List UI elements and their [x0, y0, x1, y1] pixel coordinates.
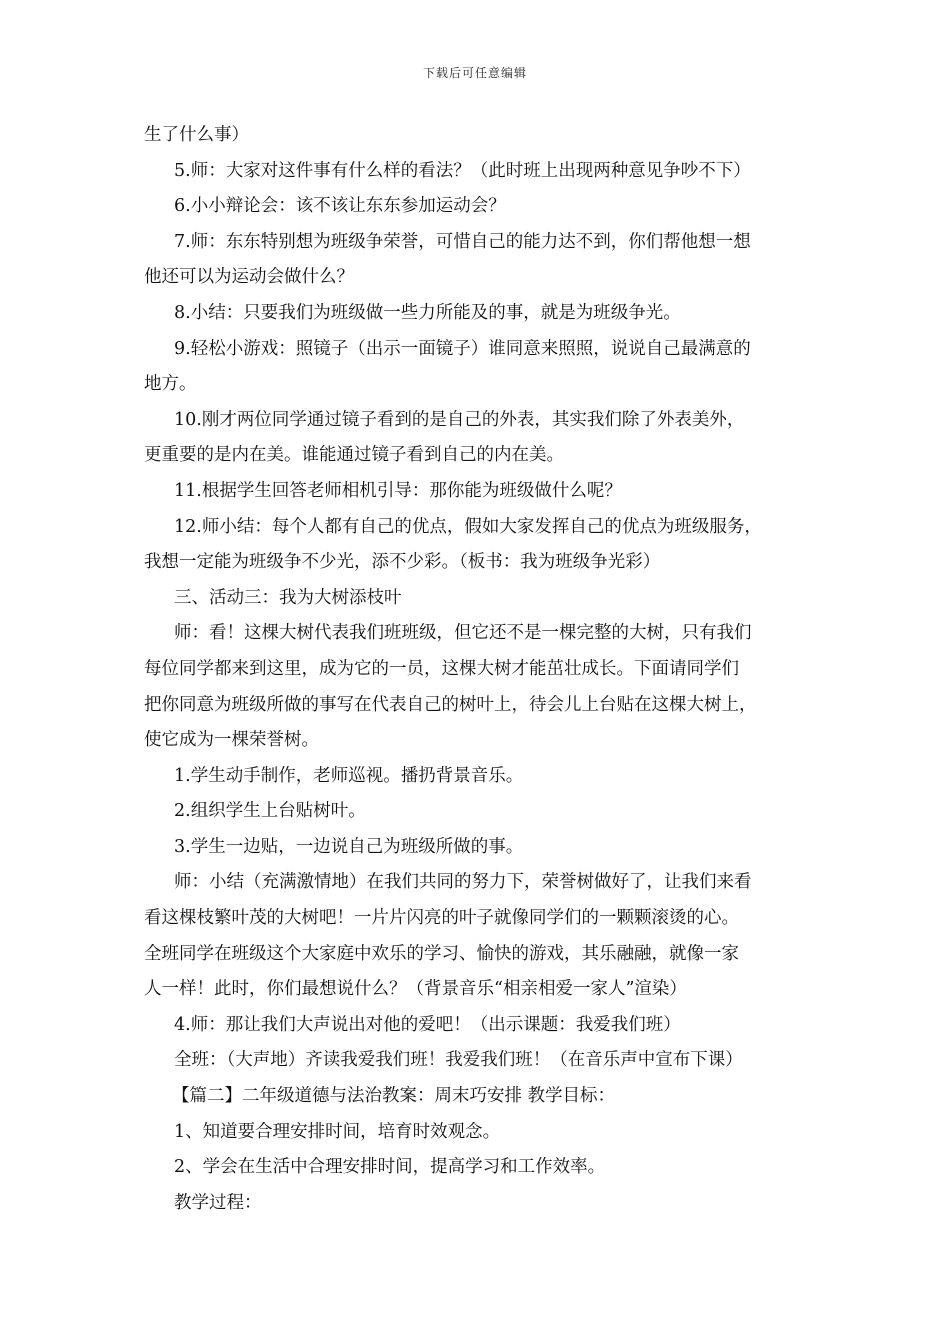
- section-heading: 三、活动三：我为大树添枝叶: [174, 587, 402, 608]
- text-line: 10.刚才两位同学通过镜子看到的是自己的外表，其实我们除了外表美外，: [174, 409, 745, 430]
- text-line: 教学过程：: [174, 1192, 262, 1213]
- text-line: 师：小结（充满激情地）在我们共同的努力下，荣誉树做好了，让我们来看: [174, 872, 752, 893]
- text-line: 9.轻松小游戏：照镜子（出示一面镜子）谁同意来照照，说说自己最满意的: [174, 338, 751, 359]
- text-line: 师：看！这棵大树代表我们班班级，但它还不是一棵完整的大树，只有我们: [174, 623, 752, 644]
- text-line: 地方。: [144, 374, 197, 395]
- text-line: 4.师：那让我们大声说出对他的爱吧！（出示课题：我爱我们班）: [174, 1014, 681, 1035]
- text-line: 3.学生一边贴，一边说自己为班级所做的事。: [174, 836, 524, 857]
- text-line: 全班：（大声地）齐读我爱我们班！我爱我们班！（在音乐声中宣布下课）: [174, 1050, 743, 1071]
- text-line: 他还可以为运动会做什么？: [144, 267, 354, 288]
- text-line: 看这棵枝繁叶茂的大树吧！一片片闪亮的叶子就像同学们的一颗颗滚烫的心。: [144, 908, 739, 929]
- document-body: [144, 118, 816, 1221]
- text-line: 1.学生动手制作，老师巡视。播扔背景音乐。: [174, 765, 524, 786]
- text-line: 每位同学都来到这里，成为它的一员，这棵大树才能茁壮成长。下面请同学们: [144, 658, 739, 679]
- text-line: 人一样！此时，你们最想说什么？（背景音乐“相亲相爱一家人”渲染）: [144, 979, 687, 1000]
- text-line: 12.师小结：每个人都有自己的优点，假如大家发挥自己的优点为班级服务，: [174, 516, 762, 537]
- text-line: 使它成为一棵荣誉树。: [144, 730, 319, 751]
- section-heading: 【篇二】二年级道德与法治教案：周末巧安排 教学目标：: [172, 1086, 616, 1107]
- text-line: 2.组织学生上台贴树叶。: [174, 801, 366, 822]
- text-line: 我想一定能为班级争不少光，添不少彩。（板书：我为班级争光彩）: [144, 552, 661, 573]
- text-line: 1、知道要合理安排时间，培育时效观念。: [174, 1121, 501, 1142]
- text-line: 11.根据学生回答老师相机引导：那你能为班级做什么呢？: [174, 480, 622, 501]
- text-line: 全班同学在班级这个大家庭中欢乐的学习、愉快的游戏，其乐融融，就像一家: [144, 943, 739, 964]
- text-line: 生了什么事）: [144, 125, 249, 145]
- page-header: 下载后可任意编辑: [422, 66, 527, 80]
- text-line: 5.师：大家对这件事有什么样的看法？（此时班上出现两种意见争吵不下）: [174, 160, 751, 181]
- text-line: 2、学会在生活中合理安排时间，提高学习和工作效率。: [174, 1157, 606, 1178]
- text-line: 6.小小辩论会：该不该让东东参加运动会？: [174, 196, 506, 217]
- text-line: 更重要的是内在美。谁能通过镜子看到自己的内在美。: [144, 445, 564, 466]
- text-line: 7.师：东东特别想为班级争荣誉，可惜自己的能力达不到，你们帮他想一想: [174, 231, 751, 252]
- text-line: 把你同意为班级所做的事写在代表自己的树叶上，待会儿上台贴在这棵大树上，: [144, 694, 757, 715]
- text-line: 8.小结：只要我们为班级做一些力所能及的事，就是为班级争光。: [174, 302, 681, 323]
